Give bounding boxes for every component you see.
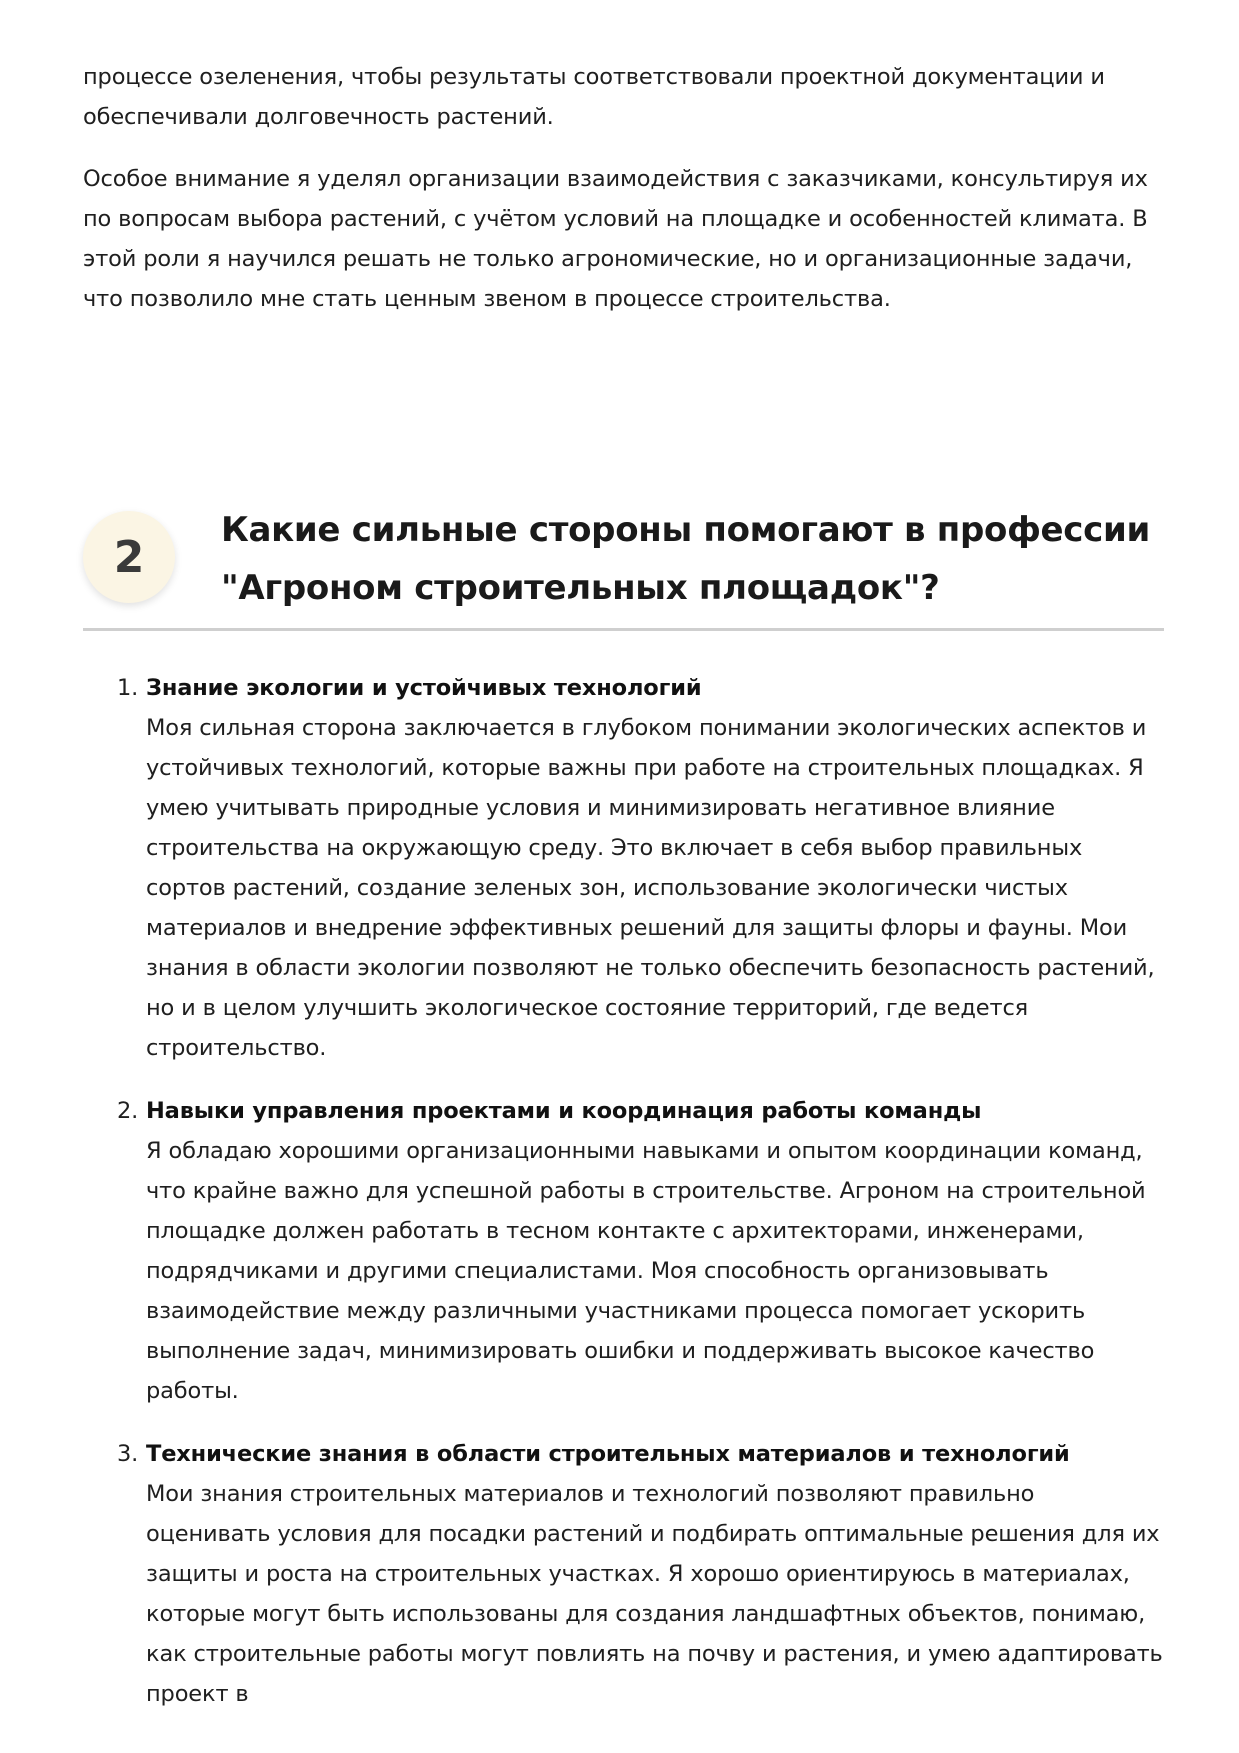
list-item-number: 3. <box>117 1441 139 1467</box>
section-header <box>83 502 1164 631</box>
section-number-badge: 2 <box>83 511 175 603</box>
list-item <box>83 1434 1163 1714</box>
section-title: Какие сильные стороны помогают в профессии "Агроном строительных площадок"? <box>221 510 1151 608</box>
list-item <box>83 1091 1163 1411</box>
list-item-title: Технические знания в области строительных материалов и технологий <box>146 1441 1070 1467</box>
list-item-number: 1. <box>117 675 139 701</box>
strengths-list <box>83 668 1163 1714</box>
list-item-body: Я обладаю хорошими организационными навыками и опытом координации команд, что крайне важно для успешной работы в строительстве. Агроном на строительной площадке должен работать в тесном контакте с архитекторами, инженерами, подрядчиками и другими специалистами. Моя способность организовывать взаимодействие между различными участниками процесса помогает ускорить выполнение задач, минимизировать ошибки и поддерживать высокое качество работы. <box>146 1138 1146 1404</box>
intro-paragraph: Особое внимание я уделял организации взаимодействия с заказчиками, консультируя их по вопросам выбора растений, с учётом условий на площадке и особенностей климата. В этой роли я научился решать не только агрономические, но и организационные задачи, что позволило мне стать ценным звеном в процессе строительства. <box>83 166 1148 312</box>
list-item-title: Навыки управления проектами и координация работы команды <box>146 1098 982 1124</box>
list-item-body: Моя сильная сторона заключается в глубоком понимании экологических аспектов и устойчивых технологий, которые важны при работе на строительных площадках. Я умею учитывать природные условия и минимизировать негативное влияние строительства на окружающую среду. Это включает в себя выбор правильных сортов растений, создание зеленых зон, использование экологически чистых материалов и внедрение эффективных решений для защиты флоры и фауны. Мои знания в области экологии позволяют не только обеспечить безопасность растений, но и в целом улучшить экологическое состояние территорий, где ведется строительство. <box>146 715 1155 1061</box>
list-item-body: Мои знания строительных материалов и технологий позволяют правильно оценивать условия для посадки растений и подбирать оптимальные решения для их защиты и роста на строительных участках. Я хорошо ориентируюсь в материалах, которые могут быть использованы для создания ландшафтных объектов, понимаю, как строительные работы могут повлиять на почву и растения, и умею адаптировать проект в <box>146 1481 1163 1707</box>
intro-text <box>83 57 1163 319</box>
list-item-title: Знание экологии и устойчивых технологий <box>146 675 702 701</box>
list-item <box>83 668 1163 1068</box>
list-item-number: 2. <box>117 1098 139 1124</box>
intro-paragraph: процессе озеленения, чтобы результаты соответствовали проектной документации и обеспечивали долговечность растений. <box>83 64 1105 130</box>
